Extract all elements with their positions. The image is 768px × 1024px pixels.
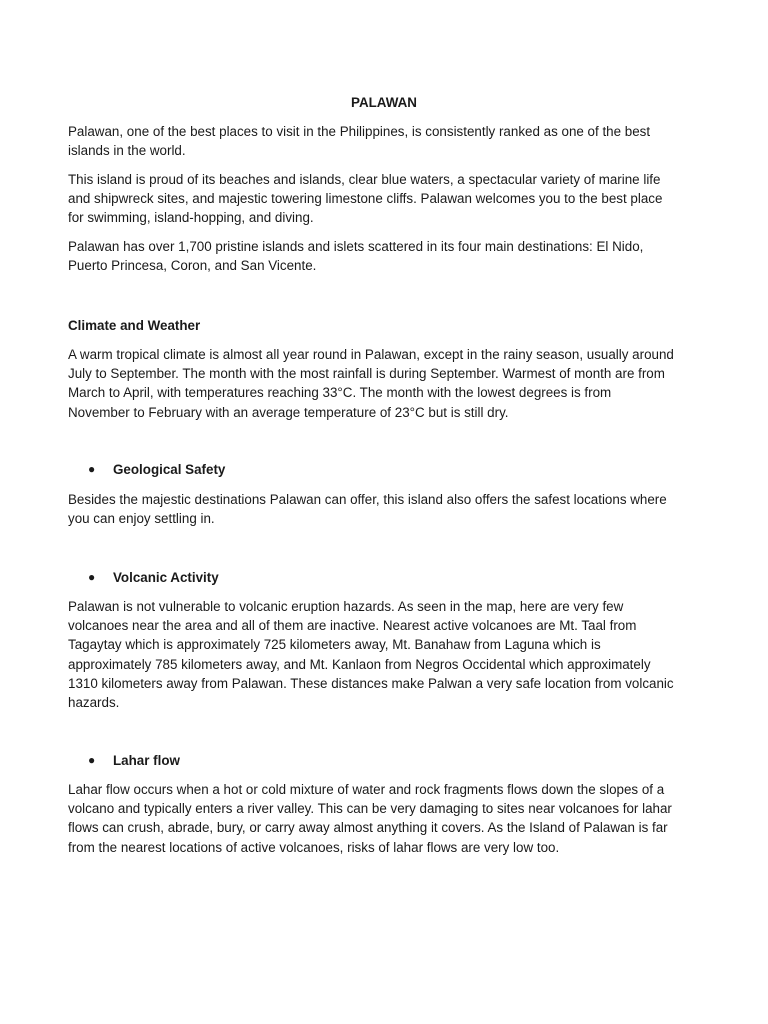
text-line: for swimming, island-hopping, and diving. [68, 210, 314, 226]
text-line: you can enjoy settling in. [68, 511, 215, 527]
text-line: volcanoes near the area and all of them are inactive. Nearest active volcanoes are Mt. Taal from [68, 618, 637, 634]
text-line: and shipwreck sites, and majestic towering limestone cliffs. Palawan welcomes you to the best place [68, 191, 663, 207]
lahar-paragraph [68, 780, 700, 857]
geological-heading: Geological Safety [113, 462, 226, 477]
text-line: Palawan is not vulnerable to volcanic eruption hazards. As seen in the map, here are very few [68, 599, 624, 614]
volcanic-heading: Volcanic Activity [113, 570, 219, 585]
text-line: March to April, with temperatures reaching 33°C. The month with the lowest degrees is from [68, 385, 612, 401]
intro-paragraph-3 [68, 237, 700, 275]
text-line: islands in the world. [68, 143, 186, 159]
intro-paragraph-1 [68, 122, 700, 160]
bullet-icon: ● [88, 462, 96, 476]
text-line: July to September. The month with the most rainfall is during September. Warmest of month are from [68, 366, 665, 382]
document-title: PALAWAN [351, 95, 417, 110]
text-line: A warm tropical climate is almost all year round in Palawan, except in the rainy season, usually around [68, 347, 674, 362]
text-line: Puerto Princesa, Coron, and San Vicente. [68, 258, 317, 274]
volcanic-paragraph [68, 597, 700, 712]
text-line: Tagaytay which is approximately 725 kilometers away, Mt. Banahaw from Laguna which is [68, 637, 601, 653]
text-line: 1310 kilometers away from Palawan. These distances make Palwan a very safe location from volcanic [68, 675, 674, 691]
text-line: November to February with an average temperature of 23°C but is still dry. [68, 404, 509, 420]
text-line: Palawan, one of the best places to visit in the Philippines, is consistently ranked as one of the best [68, 124, 651, 139]
text-line: volcano and typically enters a river valley. This can be very damaging to sites near volcanoes for lahar [68, 801, 672, 817]
text-line: approximately 785 kilometers away, and Mt. Kanlaon from Negros Occidental which approximately [68, 656, 651, 672]
text-line: This island is proud of its beaches and islands, clear blue waters, a spectacular variety of marine life [68, 172, 661, 187]
climate-heading: Climate and Weather [68, 318, 201, 333]
lahar-heading: Lahar flow [113, 753, 180, 768]
intro-paragraph-2 [68, 170, 700, 228]
geological-paragraph [68, 490, 700, 528]
bullet-icon: ● [88, 753, 96, 767]
climate-paragraph [68, 345, 700, 422]
text-line: Besides the majestic destinations Palawan can offer, this island also offers the safest locations where [68, 492, 667, 507]
bullet-icon: ● [88, 570, 96, 584]
text-line: from the nearest locations of active volcanoes, risks of lahar flows are very low too. [68, 839, 560, 855]
text-line: Lahar flow occurs when a hot or cold mixture of water and rock fragments flows down the slopes of a [68, 782, 665, 797]
text-line: hazards. [68, 695, 120, 711]
text-line: flows can crush, abrade, bury, or carry away almost anything it covers. As the Island of Palawan is far [68, 820, 668, 836]
text-line: Palawan has over 1,700 pristine islands and islets scattered in its four main destinations: El Nido, [68, 239, 644, 254]
